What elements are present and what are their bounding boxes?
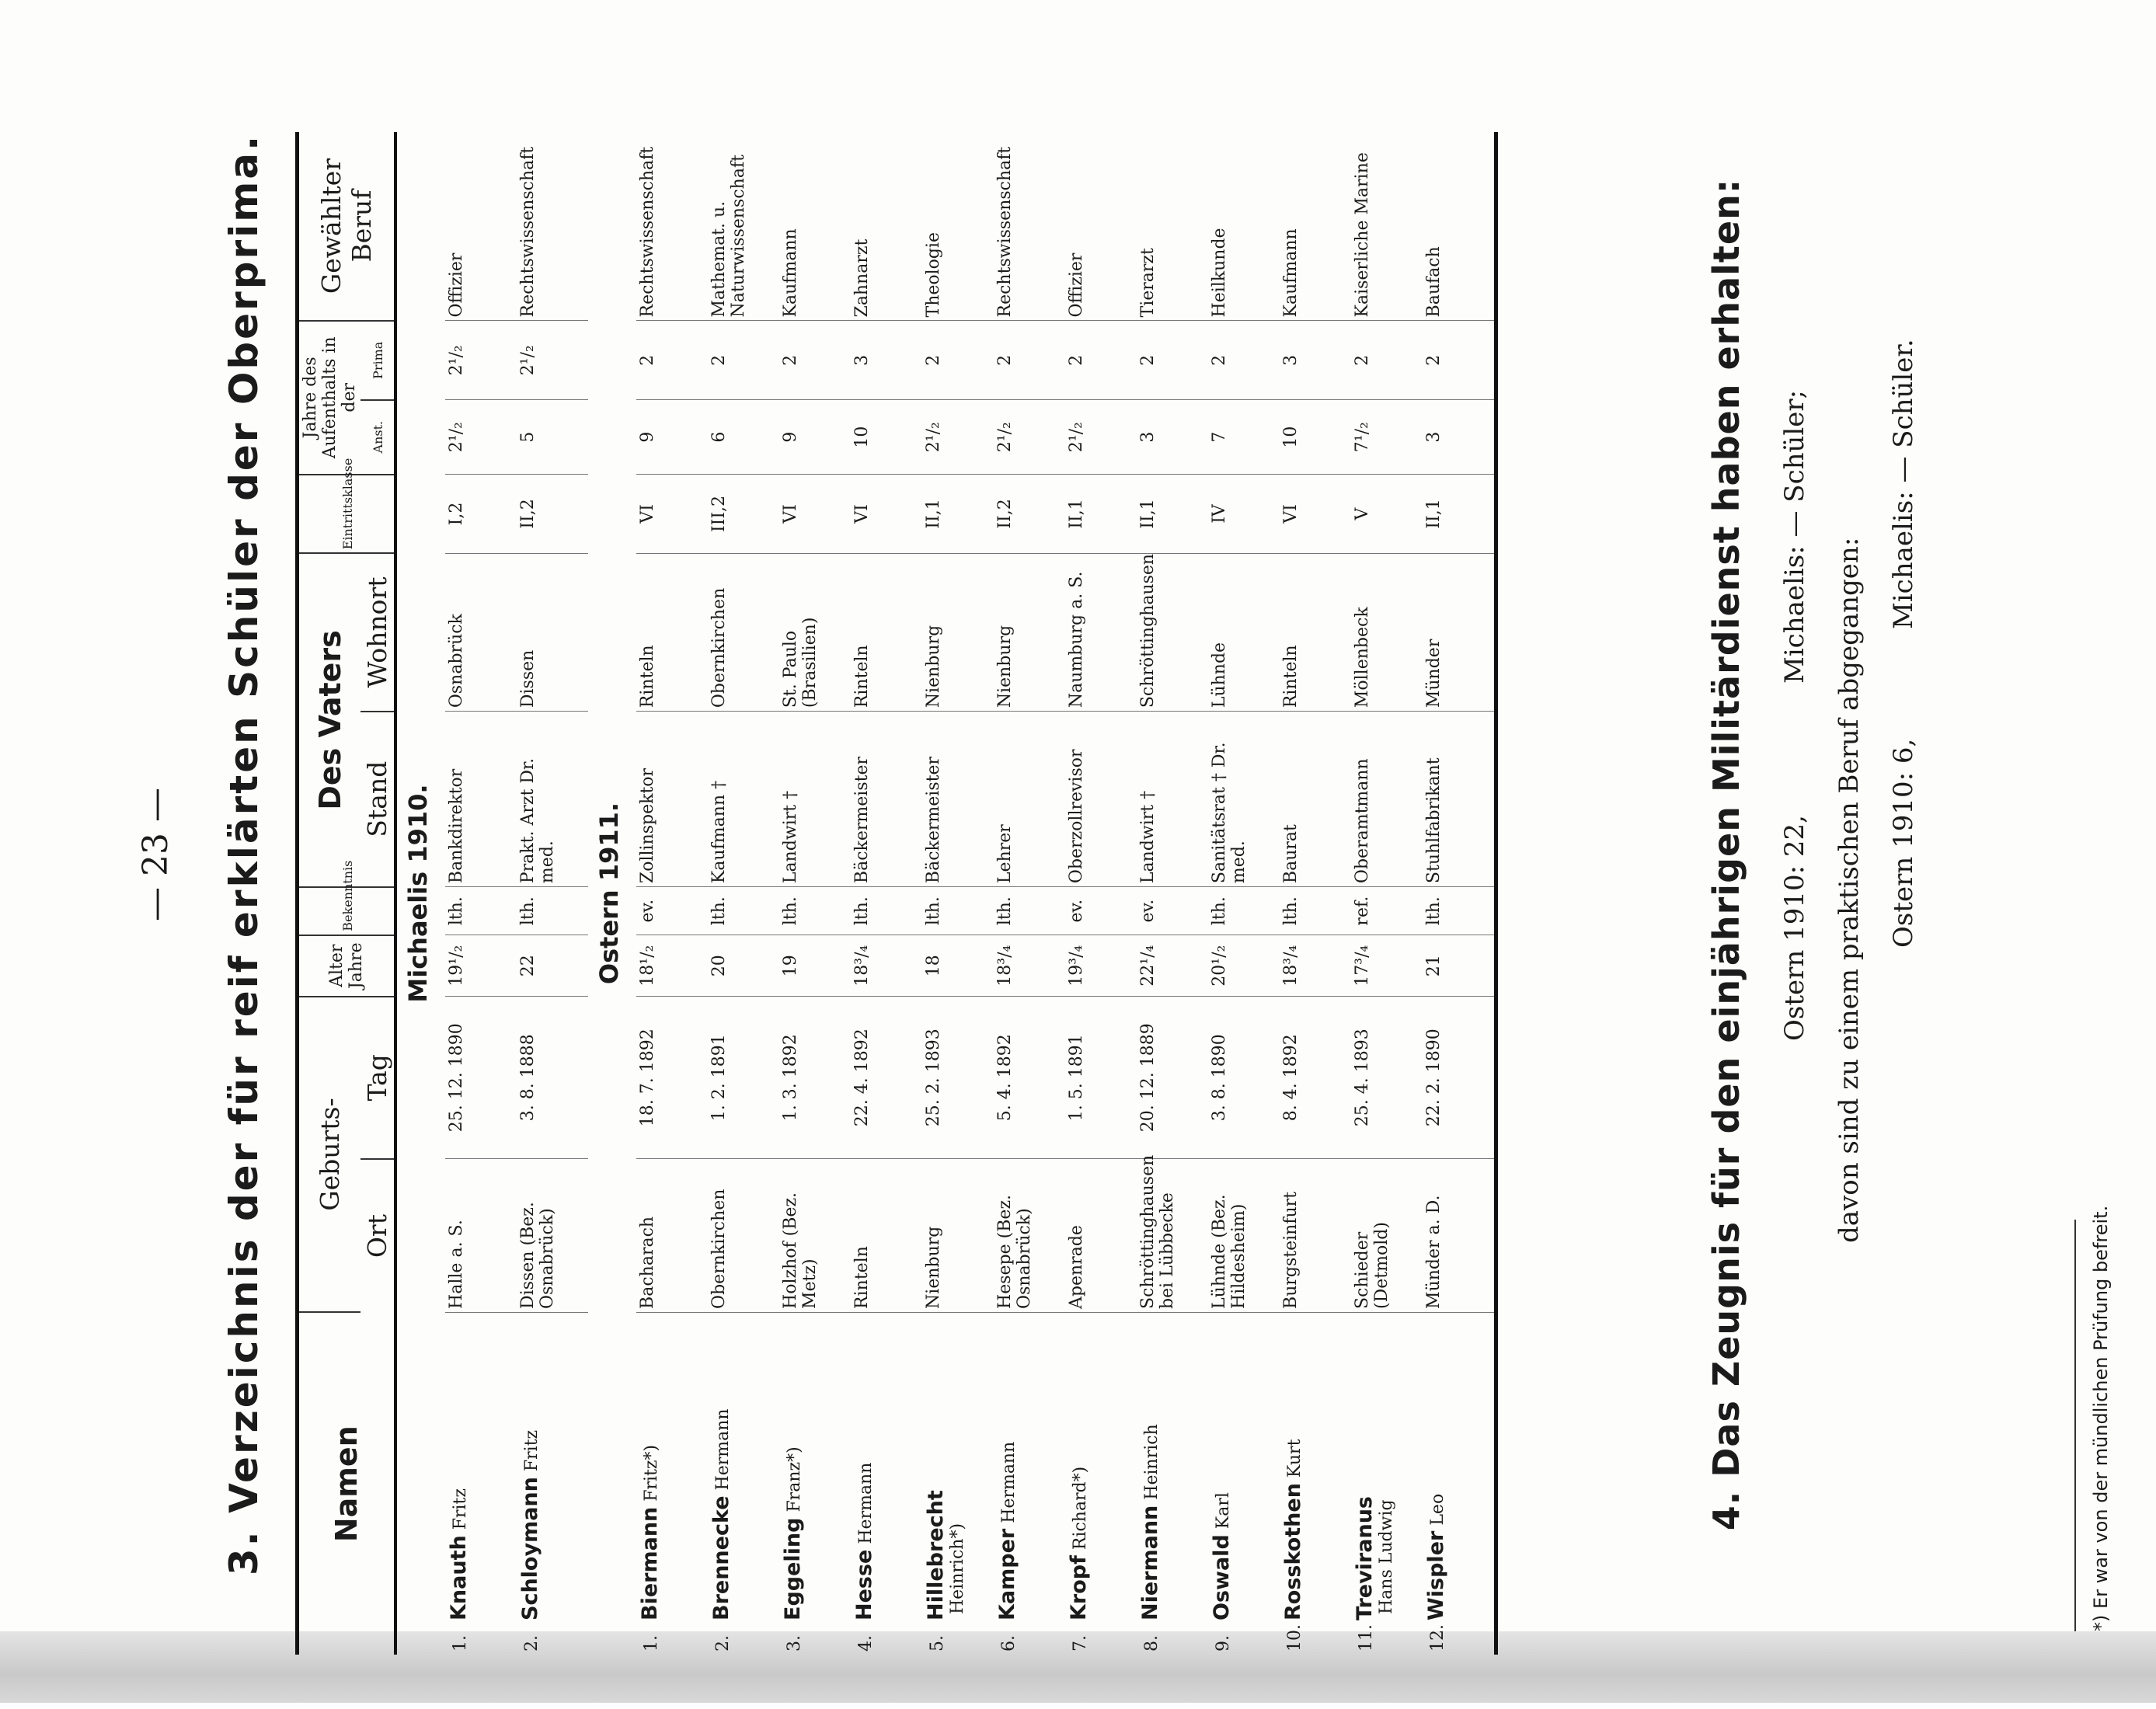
birth-place: Schröttinghausen bei Lübbecke <box>1137 1159 1208 1313</box>
chosen-profession: Offizier <box>445 132 517 321</box>
father-residence: St. Paulo (Brasilien) <box>779 553 851 711</box>
birth-place: Lühnde (Bez. Hildesheim) <box>1208 1159 1280 1313</box>
footnote-rule <box>2074 1220 2076 1631</box>
michaelis-left: Michaelis: — Schüler. <box>1888 339 1919 629</box>
confession: ev. <box>636 887 708 935</box>
years-institution: 7¹/₂ <box>1351 400 1423 475</box>
age: 18³/₄ <box>994 935 1065 997</box>
father-residence: Nienburg <box>922 553 994 711</box>
confession: ev. <box>1065 887 1137 935</box>
years-institution: 9 <box>636 400 708 475</box>
birth-place: Holzhof (Bez. Metz) <box>779 1159 851 1313</box>
father-occupation: Oberzollrevisor <box>1065 712 1137 887</box>
confession: lth. <box>922 887 994 935</box>
name-cell: 7.Kropf Richard*) <box>1067 1466 1091 1652</box>
years-prima: 2¹/₂ <box>445 321 517 400</box>
father-occupation: Kaufmann † <box>708 712 779 887</box>
years-prima: 2 <box>922 321 994 400</box>
years-prima: 2 <box>1351 321 1423 400</box>
name-cell: 3.Eggeling Franz*) <box>781 1446 805 1652</box>
confession: lth. <box>1423 887 1496 935</box>
father-occupation: Sanitätsrat † Dr. med. <box>1208 712 1280 887</box>
birth-place: Schieder (Detmold) <box>1351 1159 1423 1313</box>
confession: lth. <box>517 887 588 935</box>
years-institution: 10 <box>851 400 922 475</box>
entry-class: II,2 <box>994 475 1065 554</box>
birth-date: 22. 2. 1890 <box>1423 997 1496 1159</box>
section-michaelis-1910 <box>395 132 588 1655</box>
years-institution: 7 <box>1208 400 1280 475</box>
father-residence: Osnabrück <box>445 553 517 711</box>
chosen-profession: Rechtswissenschaft <box>994 132 1065 321</box>
name-cell: 6.Kamper Hermann <box>995 1441 1019 1652</box>
birth-date: 25. 4. 1893 <box>1351 997 1423 1159</box>
name-cell: 4.Hesse Hermann <box>852 1462 876 1652</box>
table-row <box>922 132 994 1655</box>
father-occupation: Stuhlfabrikant <box>1423 712 1496 887</box>
ostern-1910-left: Ostern 1910: 6, <box>1888 738 1919 948</box>
practical-profession-line: davon sind zu einem praktischen Beruf abgegangen: <box>1834 537 1865 1243</box>
confession: lth. <box>1280 887 1351 935</box>
confession: lth. <box>851 887 922 935</box>
birth-date: 25. 2. 1893 <box>922 997 994 1159</box>
table-row <box>1065 132 1137 1655</box>
birth-place: Münder a. D. <box>1423 1159 1496 1313</box>
father-residence: Schröttinghausen <box>1137 553 1208 711</box>
birth-date: 22. 4. 1892 <box>851 997 922 1159</box>
father-residence: Nienburg <box>994 553 1065 711</box>
table-row <box>708 132 779 1655</box>
years-institution: 3 <box>1137 400 1208 475</box>
confession: ev. <box>1137 887 1208 935</box>
entry-class: VI <box>636 475 708 554</box>
chosen-profession: Kaufmann <box>779 132 851 321</box>
table-row <box>1280 132 1351 1655</box>
header-wohnort: Wohnort <box>360 553 395 711</box>
years-prima: 2 <box>1065 321 1137 400</box>
section-4-heading: 4. Das Zeugnis für den einjährigen Militärdienst haben erhalten: <box>1705 178 1747 1531</box>
birth-date: 20. 12. 1889 <box>1137 997 1208 1159</box>
years-prima: 2 <box>1137 321 1208 400</box>
years-institution: 2¹/₂ <box>1065 400 1137 475</box>
entry-class: II,1 <box>1065 475 1137 554</box>
table-row <box>636 132 708 1655</box>
birth-date: 5. 4. 1892 <box>994 997 1065 1159</box>
birth-date: 1. 5. 1891 <box>1065 997 1137 1159</box>
header-prima: Prima <box>360 321 395 400</box>
entry-class: II,1 <box>1423 475 1496 554</box>
table-row <box>445 132 517 1655</box>
confession: lth. <box>1208 887 1280 935</box>
age: 22¹/₄ <box>1137 935 1208 997</box>
chosen-profession: Tierarzt <box>1137 132 1208 321</box>
entry-class: I,2 <box>445 475 517 554</box>
years-institution: 3 <box>1423 400 1496 475</box>
entry-class: VI <box>779 475 851 554</box>
table-header <box>298 132 396 1655</box>
birth-date: 25. 12. 1890 <box>445 997 517 1159</box>
header-namen: Namen <box>329 1425 364 1543</box>
confession: lth. <box>708 887 779 935</box>
years-institution: 2¹/₂ <box>994 400 1065 475</box>
father-occupation: Bäckermeister <box>922 712 994 887</box>
header-bekenntnis: Bekenntnis <box>298 887 396 935</box>
entry-class: VI <box>851 475 922 554</box>
section-label: Ostern 1911. <box>594 802 624 985</box>
chosen-profession: Baufach <box>1423 132 1496 321</box>
birth-date: 3. 8. 1888 <box>517 997 588 1159</box>
age: 19¹/₂ <box>445 935 517 997</box>
father-residence: Lühnde <box>1208 553 1280 711</box>
chosen-profession: Kaiserliche Marine <box>1351 132 1423 321</box>
years-prima: 2 <box>994 321 1065 400</box>
confession: lth. <box>445 887 517 935</box>
chosen-profession: Theologie <box>922 132 994 321</box>
header-tag: Tag <box>360 997 395 1159</box>
age: 20¹/₂ <box>1208 935 1280 997</box>
entry-class: V <box>1351 475 1423 554</box>
birth-place: Obernkirchen <box>708 1159 779 1313</box>
birth-place: Apenrade <box>1065 1159 1137 1313</box>
father-residence: Rinteln <box>851 553 922 711</box>
name-cell: 1.Knauth Fritz <box>447 1488 471 1652</box>
father-residence: Möllenbeck <box>1351 553 1423 711</box>
years-institution: 2¹/₂ <box>445 400 517 475</box>
age: 19³/₄ <box>1065 935 1137 997</box>
years-institution: 9 <box>779 400 851 475</box>
birth-place: Nienburg <box>922 1159 994 1313</box>
birth-place: Hesepe (Bez. Osnabrück) <box>994 1159 1065 1313</box>
father-occupation: Baurat <box>1280 712 1351 887</box>
father-occupation: Lehrer <box>994 712 1065 887</box>
confession: ref. <box>1351 887 1423 935</box>
chosen-profession: Zahnarzt <box>851 132 922 321</box>
name-cell: 8.Niermann Heinrich <box>1138 1424 1162 1652</box>
father-residence: Rinteln <box>1280 553 1351 711</box>
name-cell: 2.Schloymann Fritz <box>518 1429 542 1652</box>
years-prima: 2 <box>708 321 779 400</box>
table-row <box>1137 132 1208 1655</box>
name-cell: 11.Treviranus Hans Ludwig <box>1353 1496 1396 1652</box>
entry-class: IV <box>1208 475 1280 554</box>
years-institution: 2¹/₂ <box>922 400 994 475</box>
table-row <box>994 132 1065 1655</box>
father-residence: Münder <box>1423 553 1496 711</box>
name-cell: 2.Brennecke Hermann <box>709 1408 733 1652</box>
entry-class: II,1 <box>922 475 994 554</box>
header-alter: Alter Jahre <box>298 935 396 997</box>
age: 18 <box>922 935 994 997</box>
father-occupation: Landwirt † <box>1137 712 1208 887</box>
birth-place: Dissen (Bez. Osnabrück) <box>517 1159 588 1313</box>
header-ort: Ort <box>362 1214 392 1258</box>
birth-date: 1. 2. 1891 <box>708 997 779 1159</box>
chosen-profession: Mathemat. u. Naturwissenschaft <box>708 132 779 321</box>
table-row <box>851 132 922 1655</box>
birth-date: 18. 7. 1892 <box>636 997 708 1159</box>
michaelis-count: Michaelis: — Schüler; <box>1779 389 1810 684</box>
birth-place: Rinteln <box>851 1159 922 1313</box>
birth-date: 8. 4. 1892 <box>1280 997 1351 1159</box>
section-3-heading: 3. Verzeichnis der für reif erklärten Schüler der Oberprima. <box>221 133 266 1576</box>
header-geburts: Geburts- <box>298 997 361 1313</box>
section-ostern-1911 <box>588 132 1496 1655</box>
father-residence: Rinteln <box>636 553 708 711</box>
birth-place: Halle a. S. <box>445 1159 517 1313</box>
table-row <box>1423 132 1496 1655</box>
age: 18³/₄ <box>1280 935 1351 997</box>
header-stand: Stand <box>360 712 395 887</box>
name-cell: 10.Rosskothen Kurt <box>1281 1439 1305 1652</box>
father-residence: Dissen <box>517 553 588 711</box>
confession: lth. <box>994 887 1065 935</box>
father-occupation: Oberamtmann <box>1351 712 1423 887</box>
name-cell: 5.Hillebrecht Heinrich*) <box>924 1490 967 1652</box>
years-prima: 2 <box>779 321 851 400</box>
father-occupation: Zollinspektor <box>636 712 708 887</box>
years-institution: 10 <box>1280 400 1351 475</box>
header-beruf: Gewählter Beruf <box>298 132 396 321</box>
graduates-table <box>295 132 1498 1655</box>
years-institution: 6 <box>708 400 779 475</box>
years-prima: 2 <box>1208 321 1280 400</box>
footnote: *) Er war von der mündlichen Prüfung befreit. <box>2090 1205 2112 1631</box>
years-prima: 3 <box>1280 321 1351 400</box>
birth-date: 3. 8. 1890 <box>1208 997 1280 1159</box>
table-row <box>1351 132 1423 1655</box>
age: 21 <box>1423 935 1496 997</box>
table-row <box>1208 132 1280 1655</box>
entry-class: II,2 <box>517 475 588 554</box>
years-prima: 2¹/₂ <box>517 321 588 400</box>
age: 20 <box>708 935 779 997</box>
age: 18¹/₂ <box>636 935 708 997</box>
age: 19 <box>779 935 851 997</box>
table-row <box>517 132 588 1655</box>
header-anst: Anst. <box>360 400 395 475</box>
entry-class: III,2 <box>708 475 779 554</box>
chosen-profession: Rechtswissenschaft <box>636 132 708 321</box>
father-occupation: Prakt. Arzt Dr. med. <box>517 712 588 887</box>
father-residence: Obernkirchen <box>708 553 779 711</box>
entry-class: II,1 <box>1137 475 1208 554</box>
ostern-1910-count: Ostern 1910: 22, <box>1779 815 1810 1041</box>
years-institution: 5 <box>517 400 588 475</box>
chosen-profession: Rechtswissenschaft <box>517 132 588 321</box>
father-occupation: Bäckermeister <box>851 712 922 887</box>
chosen-profession: Offizier <box>1065 132 1137 321</box>
years-prima: 2 <box>636 321 708 400</box>
header-des-vaters: Des Vaters <box>298 553 361 886</box>
birth-place: Burgsteinfurt <box>1280 1159 1351 1313</box>
birth-date: 1. 3. 1892 <box>779 997 851 1159</box>
chosen-profession: Kaufmann <box>1280 132 1351 321</box>
birth-place: Bacharach <box>636 1159 708 1313</box>
confession: lth. <box>779 887 851 935</box>
years-prima: 3 <box>851 321 922 400</box>
section-label: Michaelis 1910. <box>403 784 433 1003</box>
father-residence: Naumburg a. S. <box>1065 553 1137 711</box>
name-cell: 12.Wispler Leo <box>1424 1493 1448 1652</box>
father-occupation: Bankdirektor <box>445 712 517 887</box>
age: 18³/₄ <box>851 935 922 997</box>
table-row <box>779 132 851 1655</box>
page-number: — 23 — <box>136 788 176 921</box>
age: 22 <box>517 935 588 997</box>
name-cell: 9.Oswald Karl <box>1210 1492 1234 1652</box>
entry-class: VI <box>1280 475 1351 554</box>
name-cell: 1.Biermann Fritz*) <box>638 1444 662 1652</box>
header-jahre-aufenthalt: Jahre des Aufenthalts in der <box>298 321 361 475</box>
father-occupation: Landwirt † <box>779 712 851 887</box>
chosen-profession: Heilkunde <box>1208 132 1280 321</box>
header-eintrittsklasse: Eintrittsklasse <box>298 475 396 554</box>
years-prima: 2 <box>1423 321 1496 400</box>
age: 17³/₄ <box>1351 935 1423 997</box>
